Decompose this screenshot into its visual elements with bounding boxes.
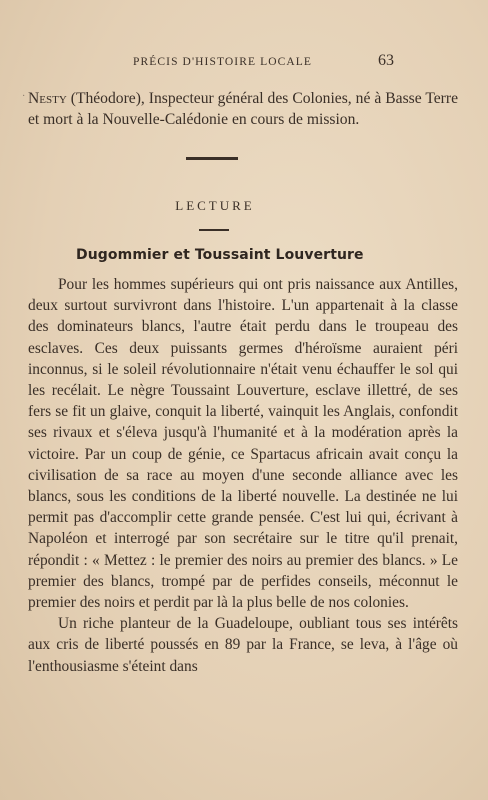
article-body [28, 274, 458, 677]
note-bullet: · [22, 91, 26, 102]
section-divider [186, 157, 238, 160]
article-title: Dugommier et Toussaint Louverture [76, 247, 364, 263]
paragraph-1: Pour les hommes supérieurs qui ont pris naissance aux Antilles, deux surtout survivront dans l'histoire. L'un appartenait à la classe des dominateurs blancs, l'autre était perdu dans le troupeau des esclaves. Ces deux puissants germes d'héroïsme auraient péri inconnus, si le soleil révolutionnaire n'était venu échauffer le sol qui les recélait. Le nègre Toussaint Louverture, esclave illettré, de ses fers se fit un glaive, conquit la liberté, vainquit les Anglais, confondit ses rivaux et s'éleva jusqu'à l'humanité et à la modération après la victoire. Par un coup de génie, ce Spartacus africain avait conçu la civilisation de sa race au moyen d'une seconde alliance avec les blancs, sous les conditions de la liberté nouvelle. La destinée ne lui permit pas d'accomplir cette grande pensée. C'est lui qui, écrivant à Napoléon et interrogé par son secrétaire sur le titre qu'il prenait, répondit : « Mettez : le premier des noirs au premier des blancs. » Le premier des blancs, trompé par de perfides conseils, méconnut le premier des noirs et perdit par là la plus belle de nos colonies. [28, 276, 458, 612]
note-name: Nesty [28, 90, 67, 107]
section-title: LECTURE [175, 198, 255, 213]
note-text: (Théodore), Inspecteur général des Colonies, né à Basse Terre et mort à la Nouvelle-Calédonie en cours de mission. [28, 90, 458, 128]
running-head: PRÉCIS D'HISTOIRE LOCALE [133, 56, 313, 68]
page-header [0, 52, 488, 72]
title-underline [199, 229, 229, 231]
biographical-note [22, 88, 458, 130]
paragraph-2: Un riche planteur de la Guadeloupe, oubliant tous ses intérêts aux cris de liberté poussés en 89 par la France, se leva, à l'âge où l'enthousiasme s'éteint dans [28, 615, 458, 675]
page-number: 63 [378, 52, 394, 69]
